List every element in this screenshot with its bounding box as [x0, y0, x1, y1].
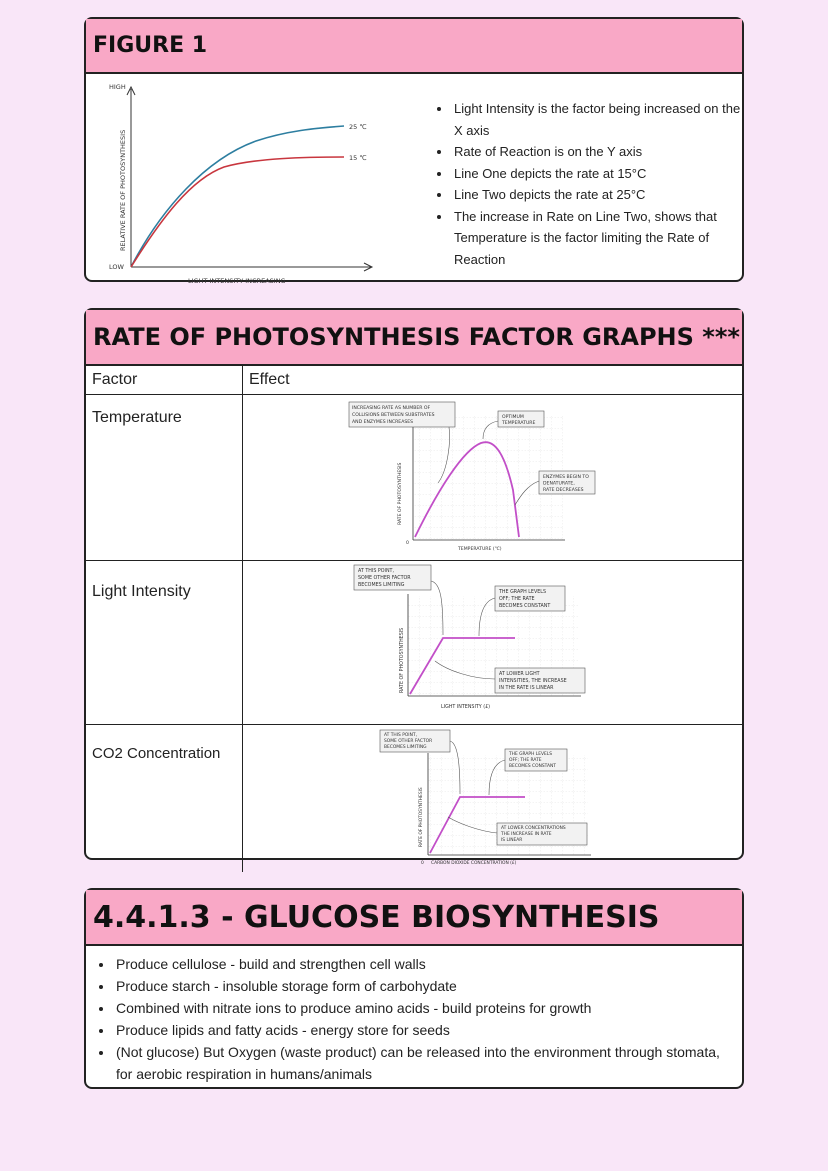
temperature-graph: [243, 395, 749, 555]
effect-temperature: [243, 395, 743, 561]
co2-graph: [243, 725, 749, 867]
origin-label: 0: [406, 541, 409, 546]
note-text: INCREASING RATE AS NUMBER OF: [352, 406, 431, 411]
note-text: OPTIMUM: [502, 415, 524, 420]
list-item: • Produce lipids and fatty acids - energy store for seeds: [114, 1019, 734, 1041]
list-item: • Produce cellulose - build and strengthen cell walls: [114, 953, 734, 975]
figure-1-title: FIGURE 1: [86, 19, 742, 74]
table-row: [86, 395, 742, 561]
note-text: AT THIS POINT,: [358, 569, 395, 574]
effect-co2-concentration: [243, 725, 743, 873]
note-text: AT THIS POINT,: [384, 733, 417, 738]
list-item: • Line One depicts the rate at 15°C: [452, 163, 752, 185]
col-factor-header: Factor: [86, 366, 243, 395]
glucose-biosynthesis-card: [84, 888, 744, 1089]
x-axis-label: CARBON DIOXIDE CONCENTRATION (£): [431, 861, 517, 866]
list-item: • (Not glucose) But Oxygen (waste product) can be released into the environment through stomata, for aerobic respiration in humans/animals: [114, 1041, 734, 1085]
note-text: DENATURATE,: [543, 481, 575, 487]
note-text: SOME OTHER FACTOR: [358, 576, 411, 581]
factor-light-intensity: Light Intensity: [86, 561, 243, 725]
effect-light-intensity: [243, 561, 743, 725]
y-axis-label: RELATIVE RATE OF PHOTOSYNTHESIS: [119, 129, 127, 251]
note-text: SOME OTHER FACTOR: [384, 739, 433, 744]
col-effect-header: Effect: [243, 366, 743, 395]
y-axis-label: RATE OF PHOTOSYNTHESIS: [419, 787, 424, 847]
curve-15c: [131, 157, 344, 267]
note-text: ENZYMES BEGIN TO: [543, 475, 589, 480]
note-text: BECOMES LIMITING: [358, 583, 405, 588]
origin-label: 0: [421, 861, 424, 866]
line-25-label: 25 ℃: [349, 123, 367, 131]
curve-25c: [131, 126, 344, 267]
list-item: • Produce starch - insoluble storage form of carbohydate: [114, 975, 734, 997]
line-15-label: 15 ℃: [349, 154, 367, 162]
table-header-row: [86, 366, 742, 395]
note-text: INTENSITIES, THE INCREASE: [499, 679, 567, 684]
note-text: THE GRAPH LEVELS: [509, 752, 553, 757]
note-text: THE INCREASE IN RATE: [501, 832, 552, 837]
note-text: OFF; THE RATE: [499, 597, 535, 602]
list-item: • Rate of Reaction is on the Y axis: [452, 141, 752, 163]
factor-graphs-card: [84, 308, 744, 866]
y-high-label: HIGH: [109, 83, 126, 91]
note-text: AT LOWER LIGHT: [499, 672, 540, 677]
factor-temperature: Temperature: [86, 395, 243, 561]
factor-graphs-title: RATE OF PHOTOSYNTHESIS FACTOR GRAPHS ***: [86, 310, 742, 366]
glucose-bullets: [86, 953, 734, 1085]
note-text: TEMPERATURE: [502, 421, 536, 426]
figure-1-chart: [106, 79, 446, 294]
light-intensity-graph: [243, 561, 749, 719]
list-item: • The increase in Rate on Line Two, shows that Temperature is the factor limiting the Rate of Reaction: [452, 206, 752, 271]
factor-co2-concentration: CO2 Concentration: [86, 725, 243, 873]
figure-1-bullets: [436, 98, 752, 270]
note-text: THE GRAPH LEVELS: [499, 590, 546, 595]
table-row: [86, 725, 742, 873]
y-low-label: LOW: [109, 263, 124, 271]
note-text: AT LOWER CONCENTRATIONS: [501, 826, 566, 831]
table-row: [86, 561, 742, 725]
x-axis-label: TEMPERATURE (℃): [458, 547, 502, 552]
x-axis-label: LIGHT INTENSITY (£): [441, 705, 491, 710]
list-item: • Combined with nitrate ions to produce amino acids - build proteins for growth: [114, 997, 734, 1019]
note-text: BECOMES CONSTANT: [499, 604, 551, 609]
note-text: BECOMES LIMITING: [384, 745, 427, 750]
y-axis-label: RATE OF PHOTOSYNTHESIS: [398, 462, 403, 525]
figure-1-card: [84, 17, 744, 285]
note-text: AND ENZYMES INCREASES: [352, 420, 414, 425]
note-text: IS LINEAR: [501, 838, 523, 843]
x-axis-label: LIGHT INTENSITY INCREASING: [188, 277, 286, 285]
factor-table: [86, 366, 742, 872]
glucose-title: 4.4.1.3 - GLUCOSE BIOSYNTHESIS: [86, 890, 742, 946]
note-text: COLLISIONS BETWEEN SUBSTRATES: [352, 413, 435, 418]
note-text: OFF; THE RATE: [509, 758, 542, 763]
note-text: RATE DECREASES: [543, 488, 584, 493]
y-axis-label: RATE OF PHOTOSYNTHESIS: [400, 627, 405, 693]
note-text: IN THE RATE IS LINEAR: [499, 686, 554, 691]
list-item: • Light Intensity is the factor being increased on the X axis: [452, 98, 752, 141]
note-text: BECOMES CONSTANT: [509, 764, 556, 769]
list-item: • Line Two depicts the rate at 25°C: [452, 184, 752, 206]
